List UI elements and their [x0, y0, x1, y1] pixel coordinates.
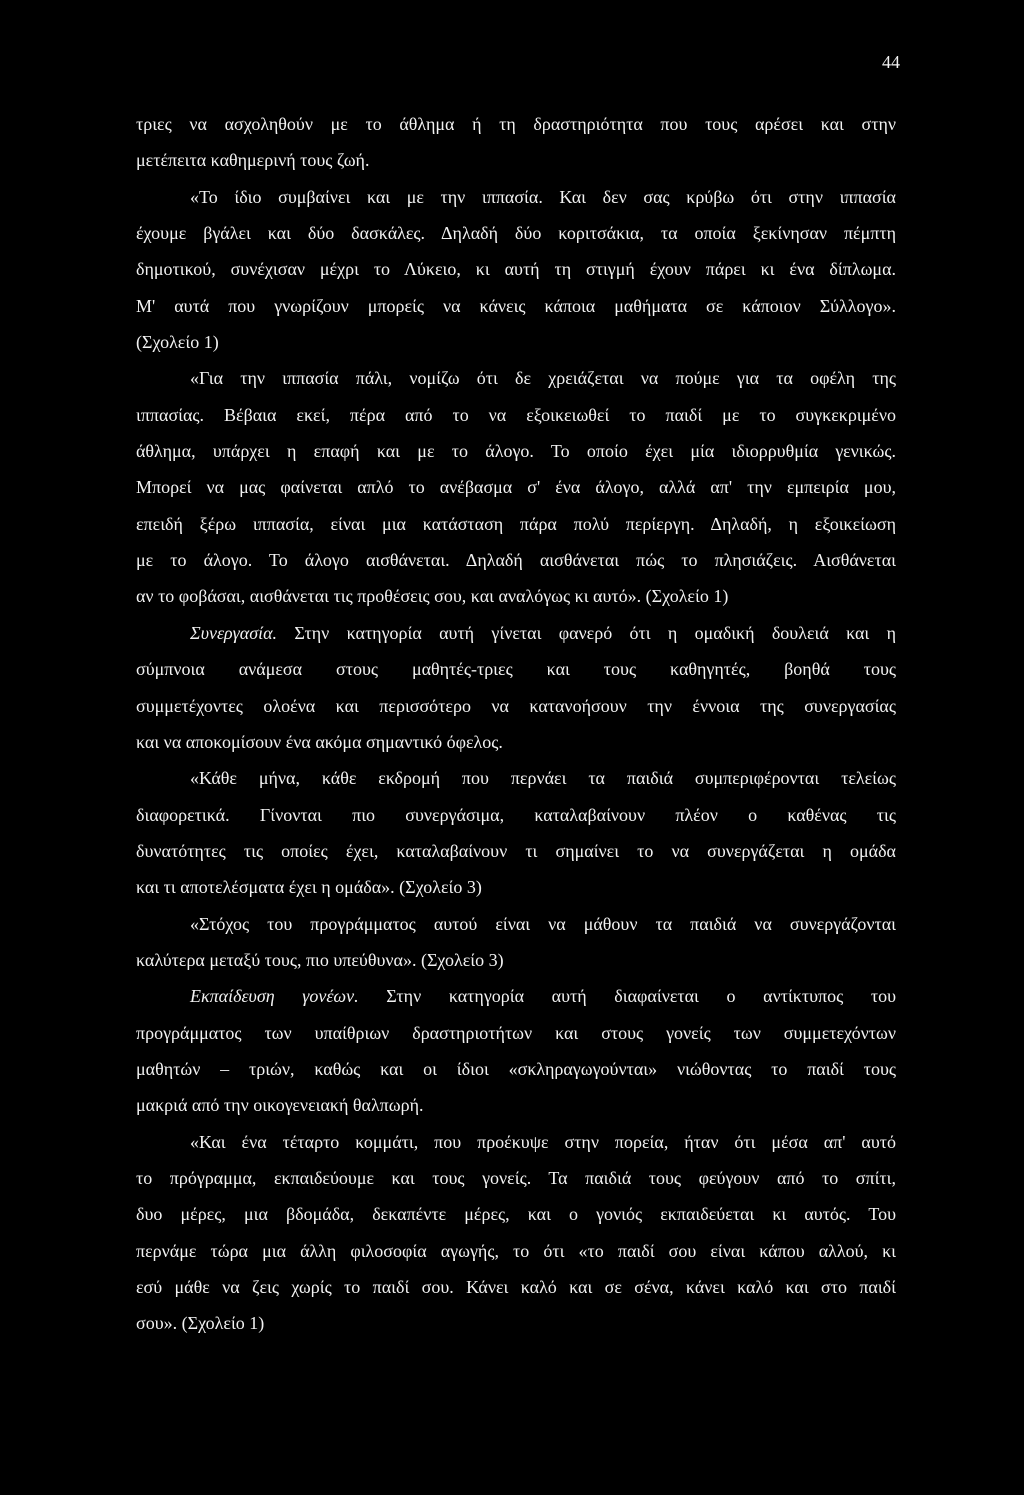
- line-text: μακριά από την οικογενειακή θαλπωρή.: [136, 1095, 424, 1116]
- category-heading: Συνεργασία.: [190, 622, 278, 643]
- line-text: άθλημα, υπάρχει η επαφή και με το άλογο. Το οποίο έχει μία ιδιορρυθμία γενικώς.: [136, 441, 896, 462]
- text-line: [136, 106, 896, 142]
- text-line: [136, 1269, 896, 1305]
- text-line: [136, 760, 896, 796]
- text-line: [136, 797, 896, 833]
- line-text: «Στόχος του προγράμματος αυτού είναι να μάθουν τα παιδιά να συνεργάζονται: [190, 913, 896, 934]
- text-line: [136, 869, 896, 905]
- line-text: δημοτικού, συνέχισαν μέχρι το Λύκειο, κι αυτή τη στιγμή έχουν πάρει κι ένα δίπλωμα.: [136, 259, 896, 280]
- line-text: ιππασίας. Βέβαια εκεί, πέρα από το να εξοικειωθεί το παιδί με το συγκεκριμένο: [136, 404, 896, 425]
- text-line: [136, 469, 896, 505]
- line-text: προγράμματος των υπαίθριων δραστηριοτήτων και στους γονείς των συμμετεχόντων: [136, 1022, 896, 1043]
- text-line: [136, 1160, 896, 1196]
- line-text: τριες να ασχοληθούν με το άθλημα ή τη δραστηριότητα που τους αρέσει και στην: [136, 114, 896, 134]
- text-line: [136, 724, 896, 760]
- line-text: περνάμε τώρα μια άλλη φιλοσοφία αγωγής, το ότι «το παιδί σου είναι κάπου αλλού, κι: [136, 1240, 896, 1261]
- text-line: [136, 1015, 896, 1051]
- line-text: και να αποκομίσουν ένα ακόμα σημαντικό όφελος.: [136, 731, 503, 752]
- line-text: αν το φοβάσαι, αισθάνεται τις προθέσεις σου, και αναλόγως κι αυτό». (Σχολείο 1): [136, 586, 729, 607]
- text-line: [136, 1196, 896, 1232]
- line-text: έχουμε βγάλει και δύο δασκάλες. Δηλαδή δύο κοριτσάκια, τα οποία ξεκίνησαν πέμπτη: [136, 223, 896, 244]
- text-line: [136, 397, 896, 433]
- text-line: [136, 360, 896, 396]
- line-text: καλύτερα μεταξύ τους, πιο υπεύθυνα». (Σχολείο 3): [136, 949, 504, 970]
- text-line: [136, 433, 896, 469]
- line-text: «Και ένα τέταρτο κομμάτι, που προέκυψε στην πορεία, ήταν ότι μέσα απ' αυτό: [190, 1131, 896, 1152]
- text-line: [136, 251, 896, 287]
- text-line: [136, 142, 896, 178]
- line-text: σου». (Σχολείο 1): [136, 1313, 265, 1334]
- line-text: εσύ μάθε να ζεις χωρίς το παιδί σου. Κάνει καλό και σε σένα, κάνει καλό και στο παιδί: [136, 1277, 896, 1297]
- line-text: δυνατότητες τις οποίες έχει, καταλαβαίνουν τι σημαίνει το να συνεργάζεται η ομάδα: [136, 840, 896, 861]
- line-text: το πρόγραμμα, εκπαιδεύουμε και τους γονείς. Τα παιδιά τους φεύγουν από το σπίτι,: [136, 1167, 896, 1188]
- text-line: [136, 506, 896, 542]
- text-line: [136, 942, 896, 978]
- text-line: [136, 651, 896, 687]
- text-line: [136, 615, 896, 651]
- line-text: δυο μέρες, μια βδομάδα, δεκαπέντε μέρες, και ο γονιός εκπαιδεύεται κι αυτός. Του: [136, 1204, 896, 1225]
- line-text: «Κάθε μήνα, κάθε εκδρομή που περνάει τα παιδιά συμπεριφέρονται τελείως: [190, 768, 896, 789]
- line-text: συμμετέχοντες ολοένα και περισσότερο να κατανοήσουν την έννοια της συνεργασίας: [136, 695, 896, 716]
- line-text: διαφορετικά. Γίνονται πιο συνεργάσιμα, καταλαβαίνουν πλέον ο καθένας τις: [136, 804, 896, 825]
- text-line: [136, 324, 896, 360]
- line-text: (Σχολείο 1): [136, 332, 219, 353]
- line-text: Στην κατηγορία αυτή γίνεται φανερό ότι η ομαδική δουλειά και η: [277, 622, 896, 643]
- line-text: μετέπειτα καθημερινή τους ζωή.: [136, 150, 370, 171]
- text-line: [136, 978, 896, 1014]
- text-line: [136, 688, 896, 724]
- text-line: [136, 1087, 896, 1123]
- line-text: μαθητών – τριών, καθώς και οι ίδιοι «σκληραγωγούνται» νιώθοντας το παιδί τους: [136, 1058, 896, 1079]
- line-text: Μ' αυτά που γνωρίζουν μπορείς να κάνεις κάποια μαθήματα σε κάποιον Σύλλογο».: [136, 295, 896, 316]
- page-number: 44: [882, 52, 900, 72]
- line-text: «Το ίδιο συμβαίνει και με την ιππασία. Και δεν σας κρύβω ότι στην ιππασία: [190, 186, 896, 207]
- text-line: [136, 578, 896, 614]
- text-line: [136, 1305, 896, 1341]
- line-text: «Για την ιππασία πάλι, νομίζω ότι δε χρειάζεται να πούμε για τα οφέλη της: [190, 368, 896, 389]
- text-line: [136, 542, 896, 578]
- line-text: επειδή ξέρω ιππασία, είναι μια κατάσταση πάρα πολύ περίεργη. Δηλαδή, η εξοικείωση: [136, 513, 896, 534]
- text-line: [136, 833, 896, 869]
- category-heading: Εκπαίδευση γονέων.: [190, 986, 359, 1007]
- line-text: Μπορεί να μας φαίνεται απλό το ανέβασμα σ' ένα άλογο, αλλά απ' την εμπειρία μου,: [136, 477, 896, 498]
- line-text: και τι αποτελέσματα έχει η ομάδα». (Σχολείο 3): [136, 877, 482, 898]
- line-text: με το άλογο. Το άλογο αισθάνεται. Δηλαδή αισθάνεται πώς το πλησιάζεις. Αισθάνεται: [136, 550, 896, 571]
- text-line: [136, 288, 896, 324]
- text-line: [136, 1051, 896, 1087]
- line-text: σύμπνοια ανάμεσα στους μαθητές-τριες και τους καθηγητές, βοηθά τους: [136, 659, 896, 680]
- text-line: [136, 1124, 896, 1160]
- line-text: Στην κατηγορία αυτή διαφαίνεται ο αντίκτυπος του: [358, 986, 896, 1007]
- page-body: [136, 106, 896, 1342]
- text-line: [136, 215, 896, 251]
- text-line: [136, 906, 896, 942]
- text-line: [136, 179, 896, 215]
- text-line: [136, 1233, 896, 1269]
